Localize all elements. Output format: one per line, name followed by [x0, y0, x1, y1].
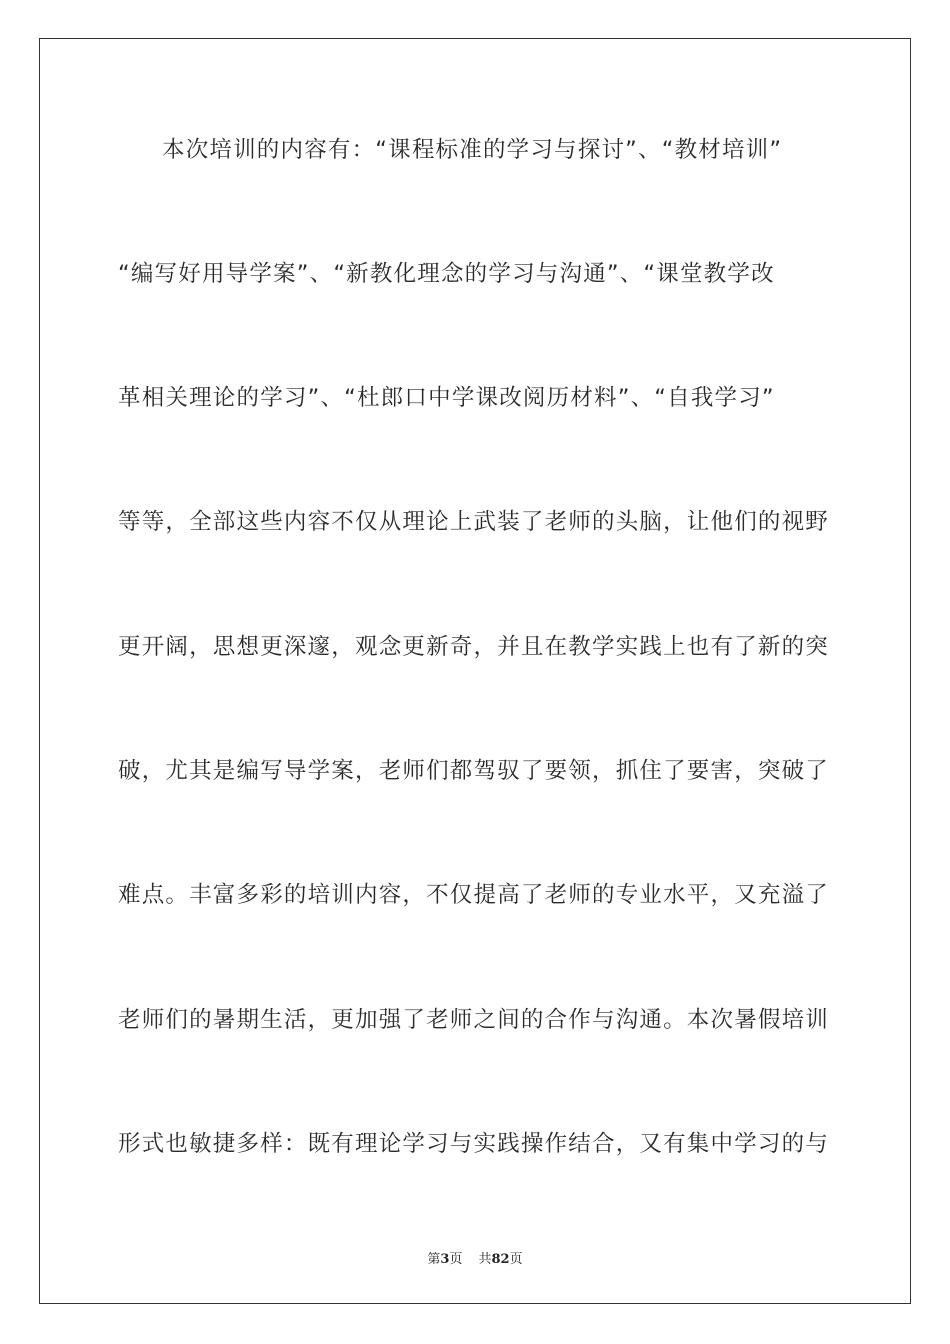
paragraph-line-9: 形式也敏捷多样：既有理论学习与实践操作结合，又有集中学习的与	[118, 1131, 830, 1157]
page-number: 3	[440, 1252, 450, 1267]
paragraph-line-1: 本次培训的内容有：“课程标准的学习与探讨”、“教材培训”	[162, 137, 783, 163]
paragraph-line-8: 老师们的暑期生活，更加强了老师之间的合作与沟通。本次暑假培训	[118, 1007, 830, 1033]
page-prefix: 第	[427, 1252, 441, 1267]
total-pages: 82	[491, 1252, 510, 1267]
page-footer	[0, 1248, 950, 1267]
total-prefix: 共	[478, 1252, 492, 1267]
paragraph-line-4: 等等，全部这些内容不仅从理论上武装了老师的头脑，让他们的视野	[118, 509, 830, 535]
paragraph-line-6: 破，尤其是编写导学案，老师们都驾驭了要领，抓住了要害，突破了	[118, 758, 830, 784]
page-suffix: 页	[449, 1252, 463, 1267]
total-suffix: 页	[509, 1252, 523, 1267]
paragraph-line-3: 革相关理论的学习”、“杜郎口中学课改阅历材料”、“自我学习”	[118, 385, 775, 411]
paragraph-line-5: 更开阔，思想更深邃，观念更新奇，并且在教学实践上也有了新的突	[118, 634, 830, 660]
paragraph-line-2: “编写好用导学案”、“新教化理念的学习与沟通”、“课堂教学改	[118, 261, 775, 287]
page-border	[39, 38, 911, 1304]
paragraph-line-7: 难点。丰富多彩的培训内容，不仅提高了老师的专业水平，又充溢了	[118, 882, 830, 908]
